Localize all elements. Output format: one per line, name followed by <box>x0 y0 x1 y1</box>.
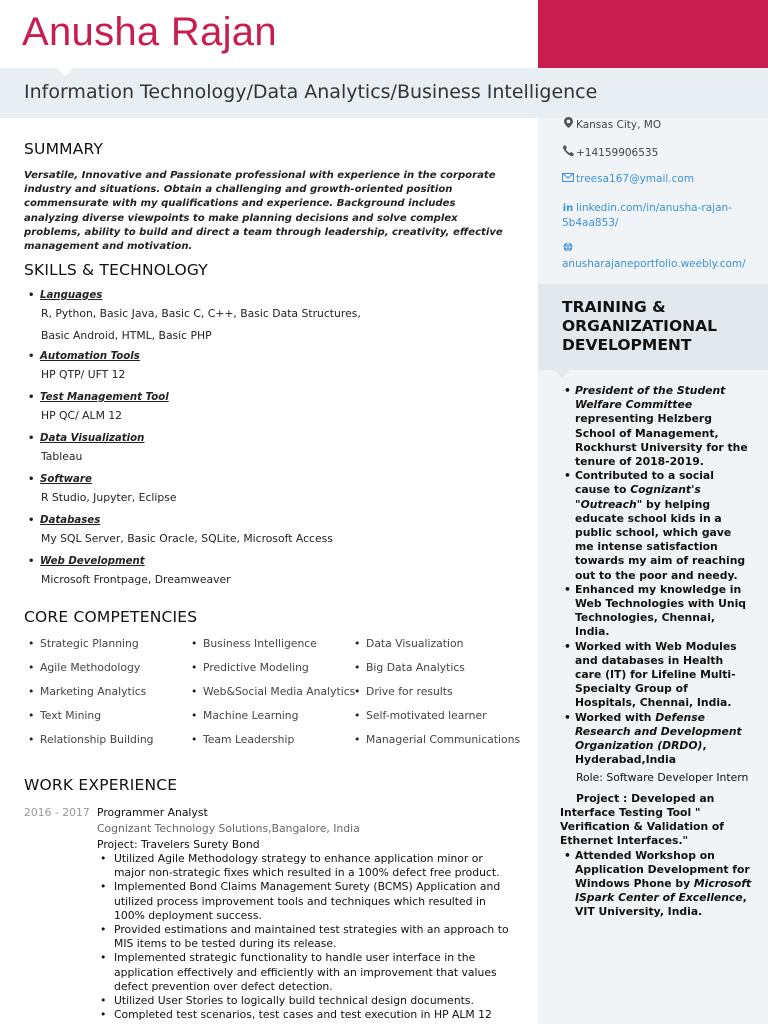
linkedin-icon: in <box>562 203 574 214</box>
competency-item: • Marketing Analytics <box>28 685 146 698</box>
skill-value: R Studio, Jupyter, Eclipse <box>41 491 177 504</box>
skill-value: Tableau <box>41 450 83 463</box>
work-bullet: • Completed test scenarios, test cases and test execution in HP ALM 12 <box>100 1008 512 1022</box>
work-dates: 2016 - 2017 <box>24 806 90 819</box>
skill-category: • Languages <box>28 288 518 303</box>
phone-text: +14159906535 <box>576 147 659 159</box>
competency-item: • Team Leadership <box>191 733 294 746</box>
competency-item: • Text Mining <box>28 709 101 722</box>
contact-email[interactable] <box>562 173 694 185</box>
email-link[interactable]: treesa167@ymail.com <box>576 173 695 185</box>
skill-value: My SQL Server, Basic Oracle, SQLite, Microsoft Access <box>41 532 333 545</box>
training-item <box>560 711 752 768</box>
competency-item: • Relationship Building <box>28 733 154 746</box>
training-item-text: by helping educate school kids in a public school, which gave me intense satisfaction towards my aim of reaching out to the poor and needy. <box>575 497 746 582</box>
location-text: Kansas City, MO <box>576 119 662 131</box>
candidate-name: Anusha Rajan <box>22 10 277 54</box>
section-heading-summary: SUMMARY <box>24 140 104 158</box>
skills-list <box>28 288 518 591</box>
work-company: Cognizant Technology Solutions,Bangalore, India <box>97 822 360 835</box>
competency-item: • Self-motivated learner <box>354 709 487 722</box>
training-item-text: , Hyderabad,India <box>575 739 707 767</box>
skill-value: Microsoft Frontpage, Dreamweaver <box>41 573 231 586</box>
training-heading-line: ORGANIZATIONAL <box>562 317 717 335</box>
competency-item: • Managerial Communications <box>354 733 520 746</box>
competency-item: • Strategic Planning <box>28 637 139 650</box>
skill-value: HP QTP/ UFT 12 <box>41 368 126 381</box>
training-role: Role: Software Developer Intern <box>576 771 749 785</box>
training-heading-notch <box>554 370 570 378</box>
training-item-text: Worked with <box>575 710 656 724</box>
linkedin-link-line1[interactable]: linkedin.com/in/anusha-rajan- <box>576 202 732 214</box>
training-item-emphasis: Cognizant's "Outreach" <box>575 483 701 511</box>
summary-text: Versatile, Innovative and Passionate professional with experience in the corporate industry and situations. Obtain a challenging and growth-oriented position commensurate with my qualifications and experience. Background includes analyzing diverse viewpoints to make planning decisions and solve complex problems, ability to build and direct a team through leadership, creativity, effective management and motivation. <box>24 170 503 253</box>
section-heading-skills: SKILLS & TECHNOLOGY <box>24 261 208 279</box>
training-item-text: Attended Workshop on Application Development for Windows Phone by <box>575 848 750 890</box>
contact-location <box>562 117 661 131</box>
website-link[interactable]: anusharajaneportfolio.weebly.com/ <box>562 258 746 270</box>
competency-item: • Data Visualization <box>354 637 463 650</box>
skill-category: • Automation Tools <box>28 349 518 364</box>
competency-item: • Big Data Analytics <box>354 661 465 674</box>
training-item <box>560 849 752 920</box>
training-item-emphasis: Defense Research and Development Organization (DRDO) <box>575 710 742 753</box>
section-heading-work: WORK EXPERIENCE <box>24 776 178 794</box>
training-item: • Enhanced my knowledge in Web Technologies with Uniq Technologies, Chennai, India. <box>560 583 752 640</box>
work-bullet: • Utilized Agile Methodology strategy to enhance application minor or major non-strategic fixes which resulted in a 100% defect free product. <box>100 852 512 880</box>
work-project: Project: Travelers Surety Bond <box>97 838 260 851</box>
section-heading-training <box>562 298 752 355</box>
skill-category: • Data Visualization <box>28 431 518 446</box>
skill-category: • Databases <box>28 513 518 528</box>
linkedin-link-line2[interactable]: 5b4aa853/ <box>562 217 619 229</box>
contact-website[interactable] <box>562 242 746 272</box>
globe-icon <box>562 242 574 257</box>
contact-linkedin[interactable] <box>562 201 732 230</box>
section-heading-competencies: CORE COMPETENCIES <box>24 608 198 626</box>
competency-item: • Predictive Modeling <box>191 661 309 674</box>
location-pin-icon <box>562 117 574 131</box>
training-item-text: , VIT University, India. <box>575 891 747 919</box>
headline: Information Technology/Data Analytics/Business Intelligence <box>24 81 598 103</box>
phone-icon <box>562 145 574 159</box>
work-bullet: • Provided estimations and maintained test strategies with an approach to MIS items to be tested during its release. <box>100 923 512 951</box>
skill-value: HP QC/ ALM 12 <box>41 409 123 422</box>
training-heading-line: DEVELOPMENT <box>562 336 692 354</box>
training-item <box>560 384 752 469</box>
header-accent-block <box>538 0 768 68</box>
training-item-emphasis: President of the Student Welfare Committee <box>575 384 726 412</box>
skill-category: • Test Management Tool <box>28 390 518 405</box>
training-item: • Worked with Web Modules and databases in Health care (IT) for Lifeline Multi-Specialty Group of Hospitals, Chennai, India. <box>560 640 752 711</box>
training-heading-line: TRAINING & <box>562 298 666 316</box>
skill-value: R, Python, Basic Java, Basic C, C++, Basic Data Structures, <box>41 307 361 320</box>
training-item-emphasis: Microsoft ISpark Center of Excellence <box>575 876 752 905</box>
training-list <box>560 384 752 920</box>
skill-category: • Web Development <box>28 554 518 569</box>
competency-item: • Machine Learning <box>191 709 299 722</box>
competency-item: • Agile Methodology <box>28 661 140 674</box>
training-item <box>560 469 752 583</box>
envelope-icon <box>562 173 574 185</box>
skill-value: Basic Android, HTML, Basic PHP <box>41 329 212 342</box>
headline-notch <box>57 68 73 76</box>
training-project: Project : Developed an Interface Testing Tool " Verification & Validation of Ethernet Interfaces." <box>560 791 725 848</box>
competency-item: • Drive for results <box>354 685 453 698</box>
training-item-text: Contributed to a social cause to <box>575 469 714 497</box>
work-bullet: • Utilized User Stories to logically build technical design documents. <box>100 994 512 1008</box>
work-bullets <box>100 852 512 1022</box>
training-item-text: representing Helzberg School of Management, Rockhurst University for the tenure of 2018-2019. <box>575 412 748 469</box>
competency-item: • Business Intelligence <box>191 637 317 650</box>
work-bullet: • Implemented strategic functionality to handle user interface in the application effectively and efficiently with an improvement that values defect prevention over defect detection. <box>100 951 512 994</box>
work-role: Programmer Analyst <box>97 806 208 819</box>
competency-item: • Web&Social Media Analytics <box>191 685 355 698</box>
skill-category: • Software <box>28 472 518 487</box>
work-bullet: • Implemented Bond Claims Management Surety (BCMS) Application and utilized process improvement tools and techniques which resulted in 100% deployment success. <box>100 880 512 923</box>
contact-phone <box>562 145 658 159</box>
